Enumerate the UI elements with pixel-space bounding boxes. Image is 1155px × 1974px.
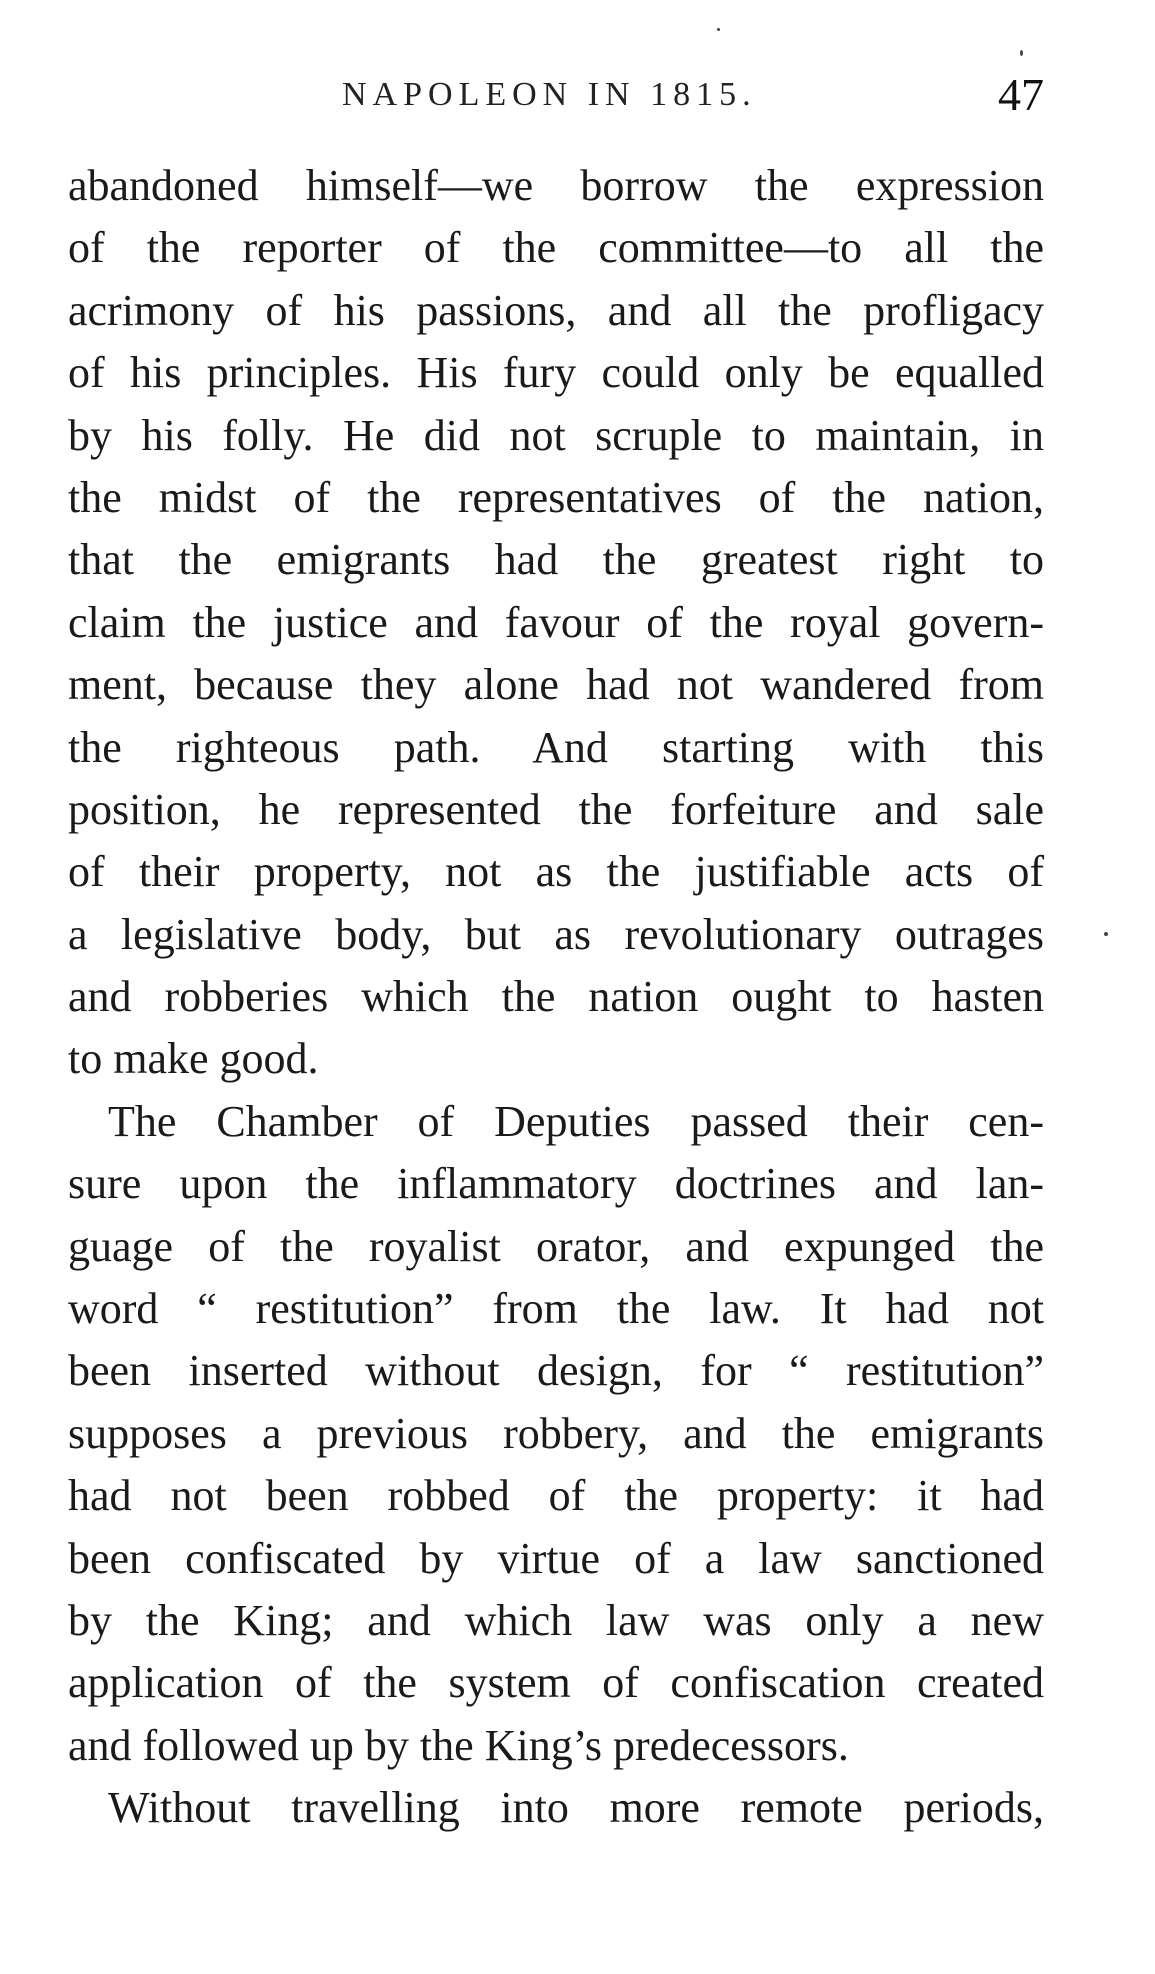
text-line: acrimony of his passions, and all the profligacy <box>68 285 1044 335</box>
print-speck <box>1020 50 1023 56</box>
text-line: claim the justice and favour of the royal govern- <box>68 597 1044 647</box>
text-line: by the King; and which law was only a new <box>68 1595 1044 1645</box>
text-line: of his principles. His fury could only be equalled <box>68 348 1044 398</box>
text-line: position, he represented the forfeiture and sale <box>68 784 1044 834</box>
text-line: Without travelling into more remote periods, <box>108 1783 1044 1833</box>
running-title: NAPOLEON IN 1815. <box>342 76 757 113</box>
text-line: supposes a previous robbery, and the emigrants <box>68 1408 1044 1458</box>
text-line: sure upon the inflammatory doctrines and lan- <box>68 1159 1044 1209</box>
text-line: had not been robbed of the property: it had <box>68 1471 1044 1521</box>
text-line: and robberies which the nation ought to hasten <box>68 972 1044 1022</box>
text-line: the midst of the representatives of the nation, <box>68 472 1044 522</box>
text-line: been confiscated by virtue of a law sanctioned <box>68 1533 1044 1583</box>
text-line: ment, because they alone had not wandered from <box>68 660 1044 710</box>
print-speck <box>717 28 720 31</box>
text-line: The Chamber of Deputies passed their cen- <box>108 1096 1044 1146</box>
running-head <box>68 68 1044 128</box>
page-number: 47 <box>998 69 1044 120</box>
text-line: application of the system of confiscation created <box>68 1658 1044 1708</box>
text-line: and followed up by the King’s predecessors. <box>68 1720 849 1770</box>
text-line: by his folly. He did not scruple to maintain, in <box>68 410 1044 460</box>
text-line: to make good. <box>68 1034 319 1084</box>
text-line: word “ restitution” from the law. It had not <box>68 1284 1044 1334</box>
print-speck <box>1104 932 1108 936</box>
text-line: guage of the royalist orator, and expunged the <box>68 1221 1044 1271</box>
text-line: the righteous path. And starting with this <box>68 722 1044 772</box>
text-line: of their property, not as the justifiable acts of <box>68 847 1044 897</box>
body-text <box>68 155 1044 1840</box>
text-line: a legislative body, but as revolutionary outrages <box>68 909 1044 959</box>
text-line: that the emigrants had the greatest right to <box>68 535 1044 585</box>
text-line: abandoned himself—we borrow the expression <box>68 161 1044 210</box>
text-line: been inserted without design, for “ restitution” <box>68 1346 1044 1396</box>
text-line: of the reporter of the committee—to all the <box>68 223 1044 273</box>
